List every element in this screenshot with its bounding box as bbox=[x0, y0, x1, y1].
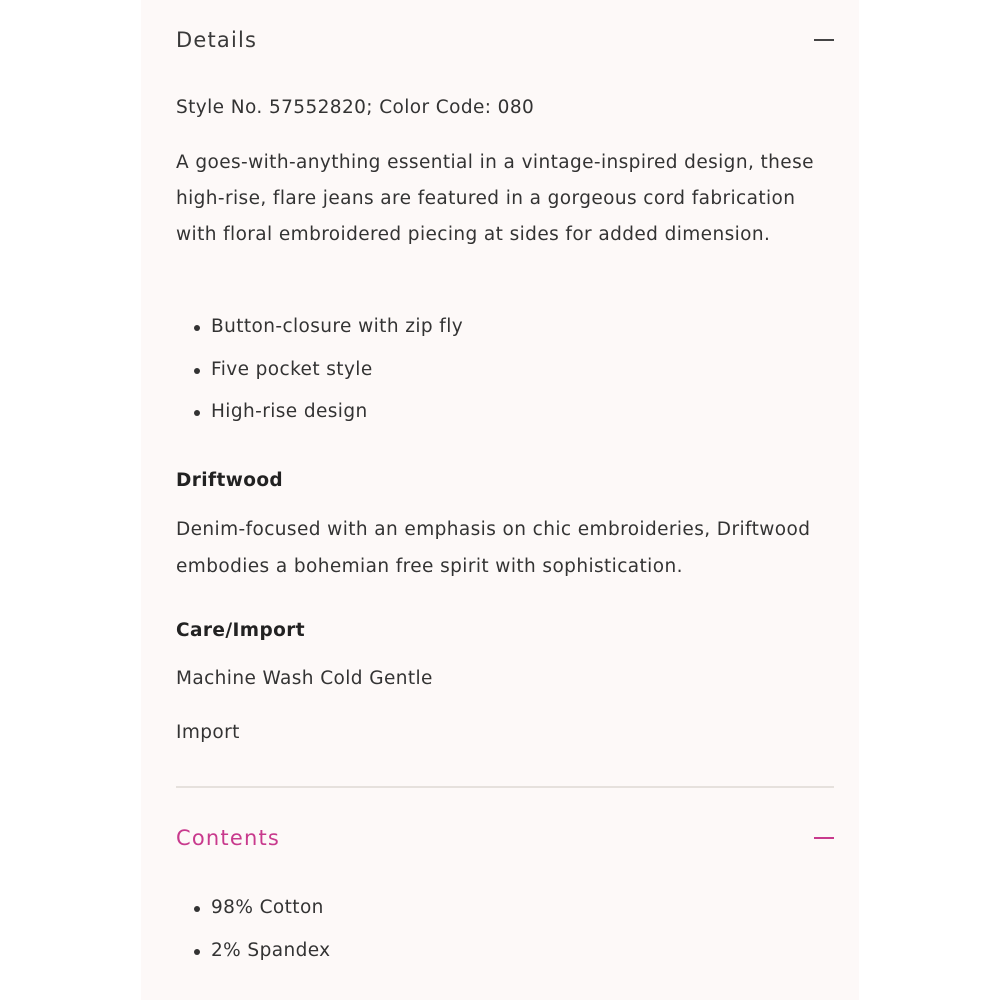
minus-icon[interactable] bbox=[814, 30, 834, 50]
details-title: Details bbox=[176, 28, 258, 52]
product-description: A goes-with-anything essential in a vintage-inspired design, these high-rise, flare jeans are featured in a gorgeous cord fabrication with floral embroidered piecing at sides for added dimension. bbox=[176, 152, 814, 245]
section-divider bbox=[176, 786, 834, 788]
feature-item: Button-closure with zip fly bbox=[176, 306, 463, 349]
contents-accordion-header[interactable] bbox=[176, 818, 834, 858]
details-accordion-header[interactable] bbox=[176, 20, 834, 60]
contents-title: Contents bbox=[176, 826, 281, 850]
material-list bbox=[176, 887, 331, 972]
care-heading: Care/Import bbox=[176, 620, 305, 641]
style-number: Style No. 57552820; Color Code: 080 bbox=[176, 97, 535, 118]
product-details-panel bbox=[141, 0, 859, 1000]
feature-item: High-rise design bbox=[176, 391, 463, 434]
care-instruction: Machine Wash Cold Gentle bbox=[176, 668, 433, 689]
material-item: 2% Spandex bbox=[176, 930, 331, 973]
feature-list bbox=[176, 306, 463, 434]
minus-icon[interactable] bbox=[814, 828, 834, 848]
material-item: 98% Cotton bbox=[176, 887, 331, 930]
import-info: Import bbox=[176, 722, 240, 743]
brand-description: Denim-focused with an emphasis on chic embroideries, Driftwood embodies a bohemian free spirit with sophistication. bbox=[176, 519, 811, 577]
feature-item: Five pocket style bbox=[176, 349, 463, 392]
brand-heading: Driftwood bbox=[176, 470, 284, 491]
